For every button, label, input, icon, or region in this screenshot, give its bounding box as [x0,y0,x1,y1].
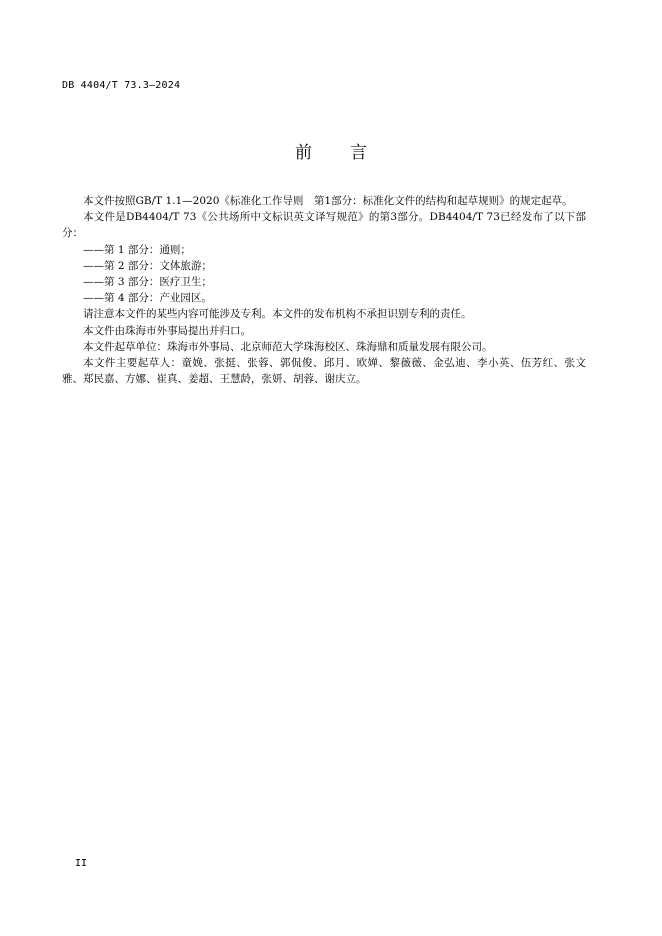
part-list-item: ——第 4 部分：产业园区。 [83,292,212,305]
series-parts-paragraph: 本文件是DB4404/T 73《公共场所中文标识英文译写规范》的第3部分。DB4404/T 73已经发布了以下部分： [62,211,586,240]
drafting-units-paragraph: 本文件起草单位：珠海市外事局、北京师范大学珠海校区、珠海鼎和质量发展有限公司。 [83,340,493,353]
drafters-paragraph: 本文件主要起草人：童娩、张挺、张蓉、郭侃俊、邱月、欧婵、黎薇薇、金弘迪、李小英、伍芳红、张文雅、郑民嘉、方娜、崔真、姜超、王慧龄，张妍、胡蓉、谢庆立。 [62,357,586,386]
page-title: 前言 [295,143,405,163]
part-list-item: ——第 2 部分：文体旅游； [83,259,212,272]
patent-notice-paragraph: 请注意本文件的某些内容可能涉及专利。本文件的发布机构不承担识别专利的责任。 [83,308,472,321]
proposer-paragraph: 本文件由珠海市外事局提出并归口。 [83,324,251,337]
part-list-item: ——第 1 部分：通则； [83,243,191,256]
page-number: II [75,858,88,869]
part-list-item: ——第 3 部分：医疗卫生； [83,276,212,289]
document-id-header: DB 4404/T 73.3—2024 [62,80,181,91]
drafting-rules-paragraph: 本文件按照GB/T 1.1—2020《标准化工作导则 第1部分：标准化文件的结构和起草规则》的规定起草。 [83,195,573,207]
foreword-body [62,193,586,387]
